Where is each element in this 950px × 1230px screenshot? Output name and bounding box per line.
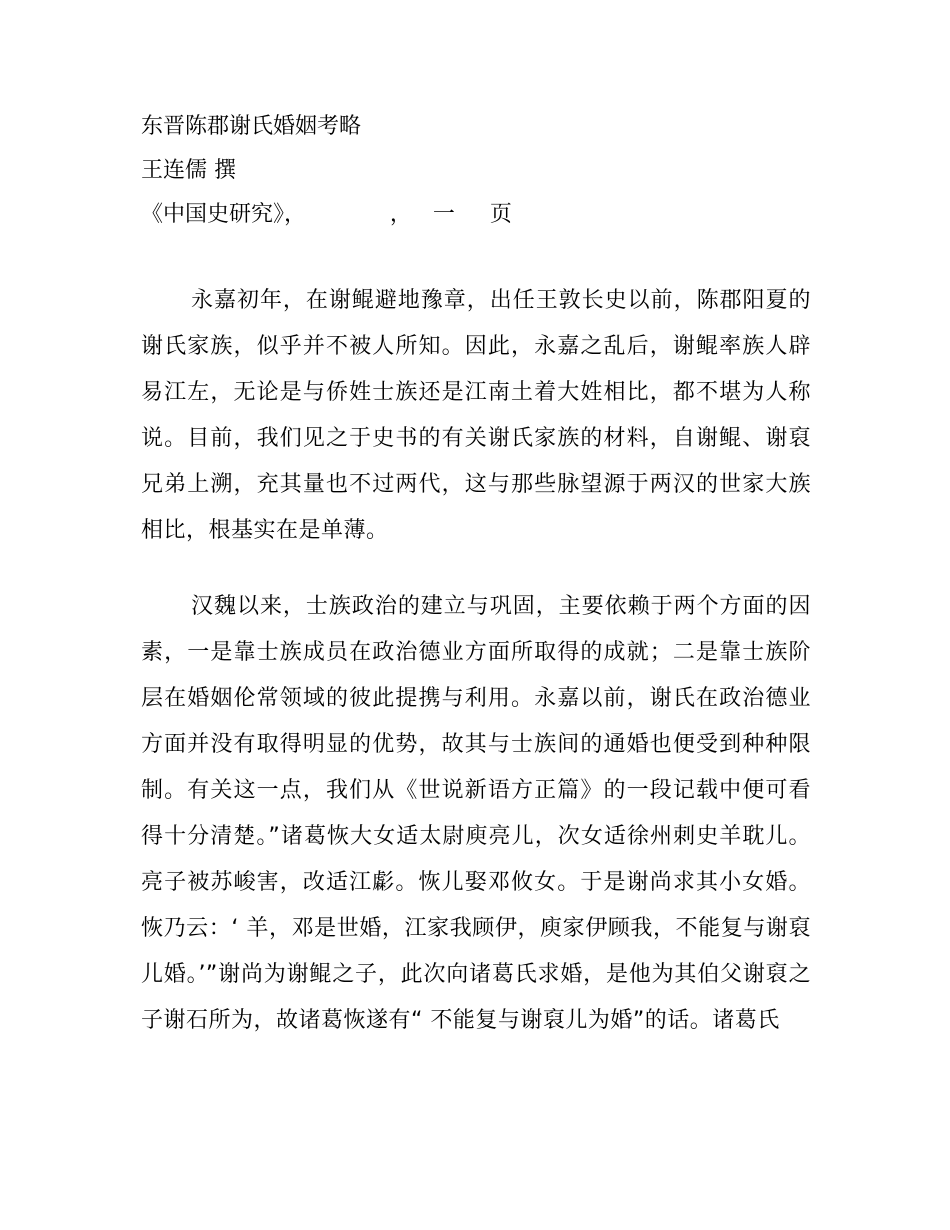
body-paragraph-1: 永嘉初年，在谢鲲避地豫章，出任王敦长史以前，陈郡阳夏的谢氏家族，似乎并不被人所知。因此，永嘉之乱后，谢鲲率族人辟易江左，无论是与侨姓士族还是江南土着大姓相比，都不堪为人称说。目前，我们见之于史书的有关谢氏家族的材料，自谢鲲、谢裒兄弟上溯，充其量也不过两代，这与那些脉望源于两汉的世家大族相比，根基实在是单薄。 bbox=[141, 288, 811, 543]
body-paragraph-2: 汉魏以来，士族政治的建立与巩固，主要依赖于两个方面的因素，一是靠士族成员在政治德业方面所取得的成就；二是靠士族阶层在婚姻伦常领域的彼此提携与利用。永嘉以前，谢氏在政治德业方面并没有取得明显的优势，故其与士族间的通婚也便受到种种限制。有关这一点，我们从《世说新语方正篇》的一段记载中便可看得十分清楚。”诸葛恢大女适太尉庾亮儿，次女适徐州刺史羊耽儿。亮子被苏峻害，改适江虨。恢儿娶邓攸女。于是谢尚求其小女婚。恢乃云：‘ 羊，邓是世婚，江家我顾伊，庾家伊顾我，不能复与谢裒儿婚。’”谢尚为谢鲲之子，此次向诸葛氏求婚，是他为其伯父谢裒之子谢石所为，故诸葛恢遂有“ 不能复与谢裒儿为婚”的话。诸葛氏 bbox=[141, 594, 811, 1033]
document-citation: 《中国史研究》， ， 一 页 bbox=[141, 202, 512, 227]
document-author: 王连儒 撰 bbox=[141, 158, 236, 183]
document-title: 东晋陈郡谢氏婚姻考略 bbox=[141, 114, 362, 139]
